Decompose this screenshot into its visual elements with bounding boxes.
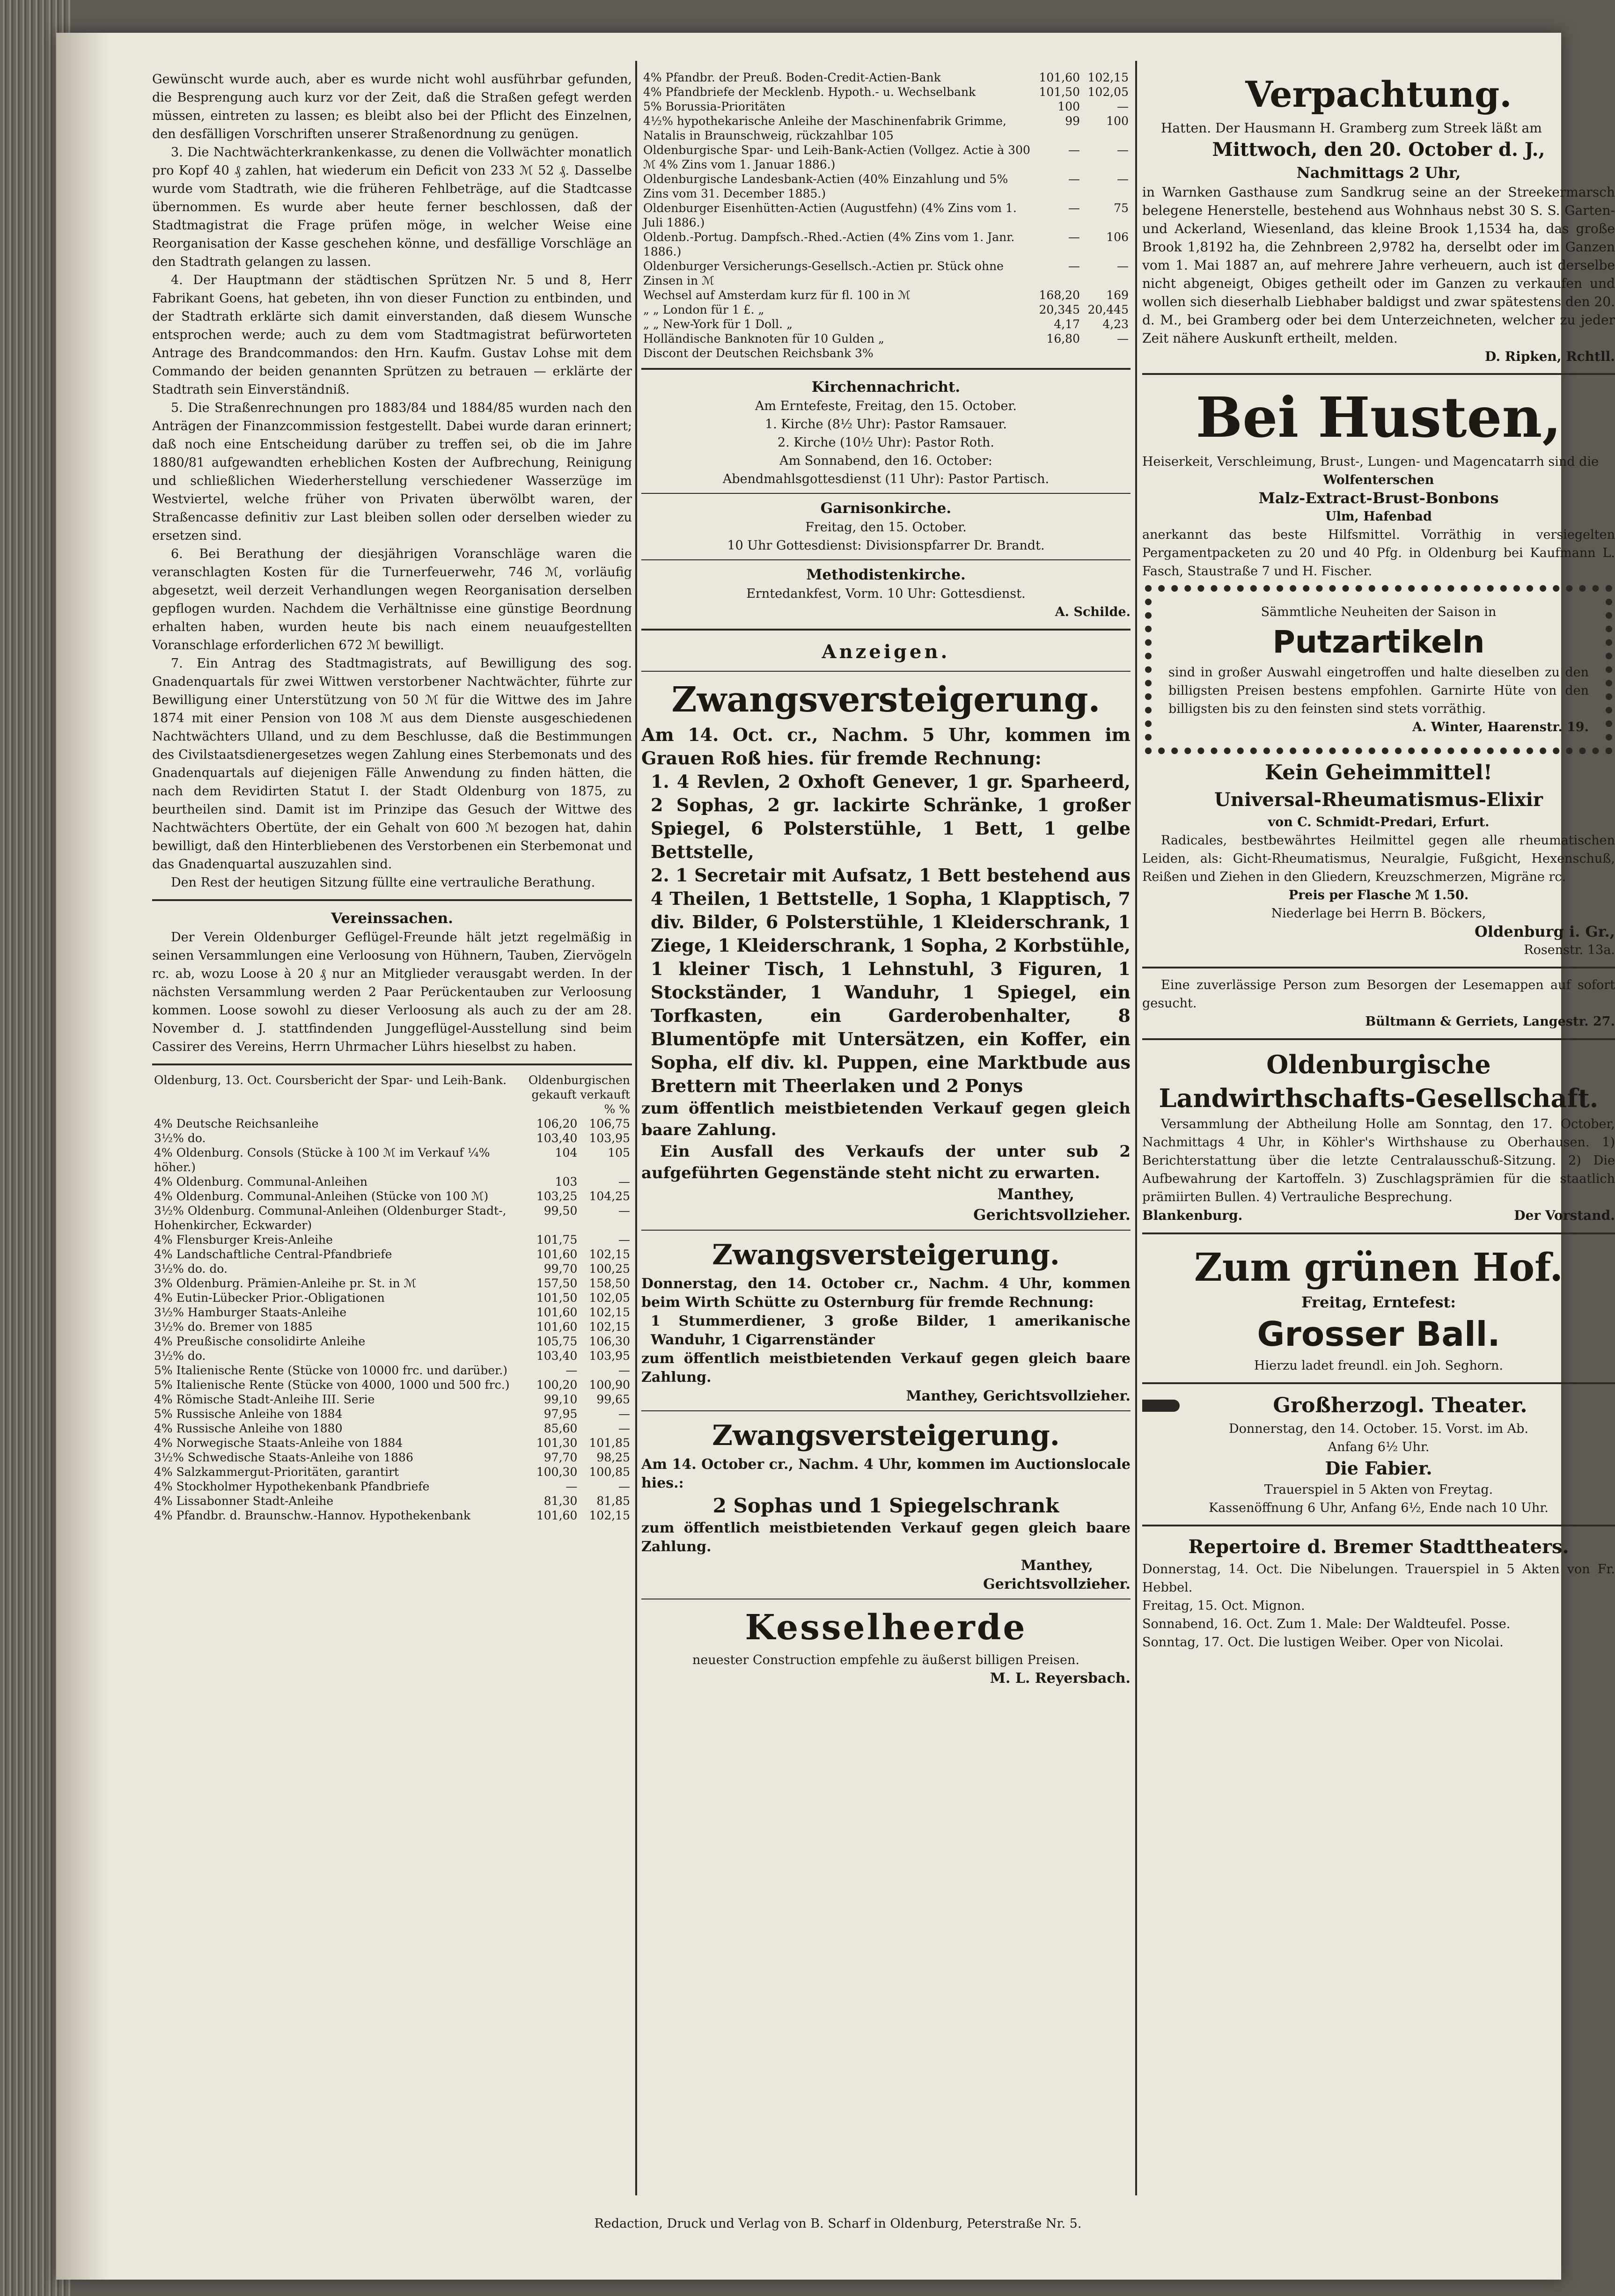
cours-bought: 101,30	[536, 1436, 578, 1450]
cours-row	[152, 1407, 632, 1421]
cours-row	[641, 346, 1130, 360]
verein-text: Der Verein Oldenburger Geflügel-Freunde hält jetzt regelmäßig in seinen Versammlungen eine Verloosung von Hühnern, Tauben, Ziervögeln rc. ab, wozu Loose à 20 ₰ nur an Mitglieder verausgabt werden. In der nächsten Versammlung werden 2 Paar Perückentauben zur Verloosung kommen. Loose sowohl zu dieser Verloosung als auch zu der am 28. November d. J. stattfindenden Junggeflügel-Ausstellung sind beim Cassirer des Vereins, Herrn Uhrmacher Lührs hieselbst zu haben.	[152, 930, 632, 1054]
cours-sold: 105	[608, 1146, 630, 1159]
cours-bought: 97,70	[543, 1451, 578, 1464]
cours-header-pct: % %	[604, 1102, 630, 1116]
cours-name: Wechsel auf Amsterdam kurz für fl. 100 in ℳ	[643, 288, 910, 302]
cours-bought: 20,345	[1039, 303, 1080, 316]
landw-title: Oldenburgische Landwirthschafts-Gesellschaft.	[1159, 1049, 1599, 1113]
landw-text: Versammlung der Abtheilung Holle am Sonntag, den 17. October, Nachmittags 4 Uhr, in Köhler's Wirthshause zu Oberhausen. 1) Berichterstattung über die letzte Centralausschuß-Sitzung. 2) Die Aufbewahrung der Kartoffeln. 3) Zuschlagsprämien für die staatlich prämiirten Bullen. 4) Vertrauliche Besprechung.	[1142, 1117, 1615, 1204]
cours-bought: 101,60	[536, 1306, 578, 1319]
anzeigen-heading: Anzeigen.	[822, 641, 950, 663]
cours-bought: 100,20	[536, 1378, 578, 1392]
cours-sold: 81,85	[596, 1494, 630, 1508]
cours-sold: —	[1117, 143, 1129, 157]
cours-sold: —	[618, 1480, 630, 1493]
cours-bought: 100	[1057, 100, 1080, 113]
cours-name: 5% Russische Anleihe von 1884	[154, 1407, 343, 1421]
verp-time: Nachmittags 2 Uhr,	[1296, 164, 1461, 182]
hof-title: Zum grünen Hof.	[1194, 1245, 1563, 1290]
cours-sold: 102,15	[1087, 71, 1129, 84]
council-paragraph-3: 3. Die Nachtwächterkrankenkasse, zu denen die Vollwächter monatlich pro Kopf 40 ₰ zahlen, hat wiederum ein Deficit von 233 ℳ 52 ₰. Dasselbe wurde vom Stadtrath, wie die früheren Fehlbeträge, auf die Stadtcasse übernommen. Es wurde aber heute ferner beschlossen, daß der Stadtmagistrat die Frage prüfen möge, in welcher Weise eine Reorganisation der Kasse geschehen könne, und desfällige Vorschläge an den Stadtrath gelangen zu lassen.	[152, 145, 632, 269]
cours-bought: 105,75	[536, 1335, 578, 1348]
cours-table-1	[152, 1073, 632, 1523]
cours-sold: 106,30	[589, 1335, 630, 1348]
section-divider	[641, 671, 1130, 672]
cours-name: 3½% do. Bremer von 1885	[154, 1320, 313, 1334]
cours-bought: —	[1068, 201, 1080, 215]
council-paragraph-4: 4. Der Hauptmann der städtischen Sprützen Nr. 5 und 8, Herr Fabrikant Goens, hat gebeten, ihn von dieser Function zu entbinden, und der Stadtrath erklärte sich damit einverstanden, daß diesem Wunsche entsprochen werde; auch zu dem vom Stadtmagistrat befürworteten Antrage des Brandcommandos: den Hrn. Kaufm. Gustav Lohse mit dem Commando der beiden genannten Sprützen zu betrauen — erklärte der Stadtrath sein Einverständniß.	[152, 273, 632, 397]
column-3	[1142, 70, 1615, 1651]
cours-sold: —	[1117, 259, 1129, 273]
verp-title: Verpachtung.	[1245, 73, 1512, 115]
cours-sold: —	[1117, 332, 1129, 345]
cours-row	[152, 1508, 632, 1523]
cours-sold: 75	[1114, 201, 1129, 215]
kein-text: Radicales, bestbewährtes Heilmittel gegen alle rheumatischen Leiden, als: Gicht-Rheumatismus, Neuralgie, Fußgicht, Hexenschuß, Reißen und Ziehen in den Gliedern, Kreuzschmerzen, Migräne rc.	[1142, 833, 1615, 884]
kessel-text: neuester Construction empfehle zu äußerst billigen Preisen.	[692, 1653, 1079, 1667]
cours-row	[152, 1145, 632, 1174]
cours-bought: 168,20	[1039, 288, 1080, 302]
zv3-end: zum öffentlich meistbietenden Verkauf gegen gleich baare Zahlung.	[641, 1520, 1130, 1555]
cours-name: 4% Pfandbriefe der Mecklenb. Hypoth.- u. Wechselbank	[643, 85, 976, 99]
section-divider	[641, 1230, 1130, 1231]
cours-name: 5% Borussia-Prioritäten	[643, 100, 785, 113]
cours-row	[152, 1320, 632, 1334]
zv2-items: 1 Stummerdiener, 3 große Bilder, 1 amerikanische Wanduhr, 1 Cigarrenständer	[651, 1313, 1130, 1348]
cours-row	[152, 1436, 632, 1450]
method-signature: A. Schilde.	[1055, 605, 1130, 619]
cours-row	[152, 1465, 632, 1479]
zv1-signature-name: Manthey,	[997, 1185, 1074, 1203]
cours-row	[641, 317, 1130, 331]
zv1-item-1: 1. 4 Revlen, 2 Oxhoft Genever, 1 gr. Sparheerd, 2 Sophas, 2 gr. lackirte Schränke, 1 großer Spiegel, 6 Polsterstühle, 1 Bett, 1 gelbe Bettstelle,	[651, 771, 1130, 862]
kein-price: Preis per Flasche ℳ 1.50.	[1288, 888, 1469, 902]
cours-sold: —	[618, 1204, 630, 1218]
zv1-item-2: 2. 1 Secretair mit Aufsatz, 1 Bett bestehend aus 4 Theilen, 1 Bettstelle, 1 Sopha, 1 Klapptisch, 7 div. Bilder, 6 Polsterstühle, 1 Kleiderschrank, 1 Ziege, 1 Kleiderschrank, 1 Sopha, 2 Korbstühle, 1 kleiner Tisch, 1 Lehnstuhl, 3 Figuren, 1 Stockständer, 1 Wanduhr, 1 Spiegel, ein Torfkasten, ein Garderobenhalter, 8 Blumentöpfe mit Untersätzen, ein Koffer, ein Sopha, elf div. kl. Puppen, eine Marktbude aus Brettern mit Theerlaken und 2 Ponys	[651, 865, 1130, 1096]
section-divider	[1142, 373, 1615, 375]
section-divider	[1142, 1525, 1615, 1526]
zv3-signature-name: Manthey,	[1020, 1557, 1093, 1574]
pointing-hand-icon	[1142, 1400, 1180, 1412]
bremen-line: Donnerstag, 14. Oct. Die Nibelungen. Trauerspiel in 5 Akten von Fr. Hebbel.	[1142, 1562, 1615, 1595]
garnison-heading: Garnisonkirche.	[820, 500, 952, 517]
cours-name: 4% Russische Anleihe von 1880	[154, 1422, 343, 1435]
cours-bought: 101,60	[1039, 71, 1080, 84]
cours-name: 4% Deutsche Reichsanleihe	[154, 1117, 319, 1130]
putz-ad-frame	[1145, 585, 1612, 754]
section-divider	[152, 899, 632, 901]
section-divider	[1142, 1038, 1615, 1040]
cours-name: 4% Eutin-Lübecker Prior.-Obligationen	[154, 1291, 385, 1305]
zv3-title: Zwangsversteigerung.	[712, 1419, 1060, 1452]
cours-row	[641, 114, 1130, 143]
section-divider	[152, 1064, 632, 1065]
cours-name: 4% Römische Stadt-Anleihe III. Serie	[154, 1393, 375, 1406]
cours-name: 4% Pfandbr. der Preuß. Boden-Credit-Actien-Bank	[643, 71, 941, 84]
cours-bought: 101,60	[536, 1509, 578, 1522]
verp-signature: D. Ripken, Rchtll.	[1485, 349, 1615, 364]
imprint-footer: Redaction, Druck und Verlag von B. Scharf in Oldenburg, Peterstraße Nr. 5.	[594, 2216, 1082, 2231]
cours-name: Oldenburger Versicherungs-Gesellsch.-Actien pr. Stück ohne Zinsen in ℳ	[643, 259, 1004, 287]
cours-bought: 100,30	[536, 1465, 578, 1479]
section-divider	[1142, 967, 1615, 968]
cours-row	[641, 288, 1130, 302]
cours-sold: 104,25	[589, 1189, 630, 1203]
council-paragraph-7: 7. Ein Antrag des Stadtmagistrats, auf Bewilligung des sog. Gnadenquartals für zwei Wittwen verstorbener Nachtwächter, führte zur Bewilligung einer Unterstützung von 50 ℳ für die Wittwe des im Jahre 1874 mit einer Pension von 108 ℳ aus dem Dienste ausgeschiedenen Nachtwächters Ulland, und zu dem Beschlusse, daß die Bestimmungen des Civilstaatsdienergesetzes wegen Zahlung eines Sterbemonats und des Gnadenquartals auf diejenigen Fälle Anwendung zu finden hätten, die nach dem Revidirten Statut I. der Stadt Oldenburg von 1875, zu beurtheilen sind. Damit ist im Prinzipe das Gesuch der Wittwe des Nachtwächters Obertüte, der ein Gehalt von 600 ℳ bezogen hat, dahin bewilligt, daß den Hinterbliebenen des Verstorbenen ein Sterbemonat und das Gnadenquartal auszuzahlen sind.	[152, 656, 632, 872]
cours-bought: —	[1068, 172, 1080, 186]
husten-brand-2: Malz-Extract-Brust-Bonbons	[1258, 489, 1499, 507]
putz-line-1: Sämmtliche Neuheiten der Saison in	[1261, 605, 1497, 619]
cours-sold: —	[1117, 100, 1129, 113]
cours-sold: —	[618, 1407, 630, 1421]
verp-text-1: Hatten. Der Hausmann H. Gramberg zum Streek läßt am	[1161, 120, 1542, 136]
theater-title: Großherzogl. Theater.	[1273, 1394, 1527, 1417]
cours-name: 4% Oldenburg. Communal-Anleihen (Stücke von 100 ℳ)	[154, 1189, 489, 1203]
cours-name: Oldenburgische Landesbank-Actien (40% Einzahlung und 5% Zins vom 31. December 1885.)	[643, 172, 1008, 200]
cours-sold: 103,95	[589, 1131, 630, 1145]
cours-row	[152, 1363, 632, 1378]
cours-name: Discont der Deutschen Reichsbank 3%	[643, 346, 874, 360]
cours-row	[152, 1378, 632, 1392]
cours-row	[152, 1276, 632, 1291]
cours-sold: 102,15	[589, 1306, 630, 1319]
cours-sold: 106,75	[589, 1117, 630, 1130]
cours-row	[152, 1232, 632, 1247]
kein-by: von C. Schmidt-Predari, Erfurt.	[1268, 815, 1490, 829]
cours-bought: 104	[555, 1146, 578, 1159]
kessel-signature: M. L. Reyersbach.	[990, 1670, 1130, 1687]
zv1-title: Zwangsversteigerung.	[671, 680, 1101, 720]
cours-row	[641, 331, 1130, 346]
method-line: Erntedankfest, Vorm. 10 Uhr: Gottesdienst.	[746, 587, 1026, 601]
garnison-line: Freitag, den 15. October.	[805, 520, 967, 535]
cours-bought: 103,25	[536, 1189, 578, 1203]
cours-sold	[1082, 346, 1130, 360]
cours-row	[641, 99, 1130, 114]
cours-bought: 103	[555, 1175, 578, 1188]
council-paragraph-1: Gewünscht wurde auch, aber es wurde nicht wohl ausführbar gefunden, die Besprengung auch kurz vor der Zeit, daß die Straßen gefegt werden müssen, eintreten zu lassen; es bleibt also bei der Pflicht des Einzelnen, den desfälligen Vorschriften unserer Straßenordnung zu genügen.	[152, 72, 632, 141]
zv2-title: Zwangsversteigerung.	[712, 1239, 1060, 1271]
cours-bought: 16,80	[1046, 332, 1080, 345]
cours-sold: 102,15	[589, 1320, 630, 1334]
cours-name: Holländische Banknoten für 10 Gulden „	[643, 332, 884, 345]
zv3-items: 2 Sophas und 1 Spiegelschrank	[712, 1494, 1059, 1517]
cours-bought: 99	[1065, 114, 1080, 128]
husten-brand-1: Wolfenterschen	[1323, 473, 1434, 487]
zv1-text: Am 14. Oct. cr., Nachm. 5 Uhr, kommen im Grauen Roß hies. für fremde Rechnung:	[641, 724, 1130, 769]
zv2-text: Donnerstag, den 14. October cr., Nachm. 4 Uhr, kommen beim Wirth Schütte zu Osternburg für fremde Rechnung:	[641, 1276, 1130, 1311]
cours-bought: 101,60	[536, 1320, 578, 1334]
zv3-text: Am 14. October cr., Nachm. 4 Uhr, kommen im Auctionslocale hies.:	[641, 1456, 1130, 1491]
column-rule-1	[635, 61, 637, 2195]
zv3-signature-title: Gerichtsvollzieher.	[983, 1576, 1130, 1592]
verein-heading: Vereinssachen.	[331, 910, 453, 927]
cours-row	[152, 1334, 632, 1349]
cours-bought: 99,50	[543, 1204, 578, 1218]
cours-sold: 101,85	[589, 1436, 630, 1450]
hof-day: Freitag, Erntefest:	[1301, 1293, 1456, 1311]
page-gutter	[56, 33, 108, 2280]
cours-bought: 101,75	[536, 1233, 578, 1247]
cours-table-2	[641, 70, 1130, 360]
cours-bought: 103,40	[536, 1349, 578, 1363]
cours-bought: 85,60	[543, 1422, 578, 1435]
cours-bought: —	[1068, 230, 1080, 244]
cours-sold: 103,95	[589, 1349, 630, 1363]
column-1	[152, 70, 632, 1523]
cours-bought: 101,50	[536, 1291, 578, 1305]
cours-bought: 97,95	[543, 1407, 578, 1421]
cours-header-right: Oldenburgischen gekauft verkauft	[528, 1073, 630, 1101]
zv1-signature-title: Gerichtsvollzieher.	[973, 1206, 1130, 1224]
cours-header-left: Oldenburg, 13. Oct. Coursbericht der Spar- und Leih-Bank.	[154, 1073, 507, 1087]
newspaper-page	[56, 33, 1615, 2280]
cours-name: 4% Lissabonner Stadt-Anleihe	[154, 1494, 334, 1508]
kein-depot-3: Rosenstr. 13a.	[1524, 943, 1615, 957]
cours-name: 4% Oldenburg. Consols (Stücke à 100 ℳ im Verkauf ¼% höher.)	[154, 1146, 490, 1174]
cours-row	[152, 1262, 632, 1276]
cours-bought: 103,40	[536, 1131, 578, 1145]
kein-depot-1: Niederlage bei Herrn B. Böckers,	[1271, 906, 1486, 921]
cours-name: 3½% Schwedische Staats-Anleihe von 1886	[154, 1451, 413, 1464]
hof-ball: Grosser Ball.	[1257, 1314, 1500, 1354]
theater-line: Trauerspiel in 5 Akten von Freytag.	[1264, 1482, 1493, 1497]
cours-sold: —	[618, 1233, 630, 1247]
cours-row	[641, 259, 1130, 288]
kein-depot-2: Oldenburg i. Gr.,	[1474, 923, 1615, 940]
cours-name: 4% Flensburger Kreis-Anleihe	[154, 1233, 333, 1247]
verp-date: Mittwoch, den 20. October d. J.,	[1212, 139, 1545, 161]
cours-name: 4% Salzkammergut-Prioritäten, garantirt	[154, 1465, 399, 1479]
person-signature: Bültmann & Gerriets, Langestr. 27.	[1365, 1014, 1615, 1029]
hof-invite: Hierzu ladet freundl. ein Joh. Seghorn.	[1254, 1358, 1503, 1373]
section-divider	[641, 629, 1130, 631]
cours-bought: —	[1068, 259, 1080, 273]
cours-row	[641, 201, 1130, 230]
cours-bought: 99,70	[543, 1262, 578, 1276]
putz-text: sind in großer Auswahl eingetroffen und halte dieselben zu den billigsten Preisen bestens empfohlen. Garnirte Hüte von den billigsten bis zu den feinsten sind stets vorräthig.	[1168, 665, 1589, 716]
bremen-title: Repertoire d. Bremer Stadttheaters.	[1188, 1536, 1569, 1558]
cours-sold: 106	[1106, 230, 1129, 244]
cours-name: 3½% do.	[154, 1349, 206, 1363]
kein-subtitle: Universal-Rheumatismus-Elixir	[1214, 789, 1543, 811]
cours-name: 4% Preußische consolidirte Anleihe	[154, 1335, 366, 1348]
bremen-line: Sonntag, 17. Oct. Die lustigen Weiber. Oper von Nicolai.	[1142, 1635, 1504, 1650]
kirche-line: 1. Kirche (8½ Uhr): Pastor Ramsauer.	[765, 417, 1007, 432]
garnison-line: 10 Uhr Gottesdienst: Divisionspfarrer Dr. Brandt.	[727, 538, 1045, 553]
theater-line: Donnerstag, den 14. October. 15. Vorst. im Ab.	[1228, 1422, 1529, 1436]
cours-row	[152, 1349, 632, 1363]
cours-bought: —	[1068, 143, 1080, 157]
cours-sold: 102,05	[1087, 85, 1129, 99]
cours-row	[641, 85, 1130, 99]
cours-name: 3% Oldenburg. Prämien-Anleihe pr. St. in ℳ	[154, 1276, 417, 1290]
zv2-signature: Manthey, Gerichtsvollzieher.	[906, 1388, 1130, 1404]
cours-sold: 102,05	[589, 1291, 630, 1305]
section-divider	[1142, 1382, 1615, 1384]
cours-name: „ „ London für 1 £. „	[643, 303, 764, 316]
cours-sold: 98,25	[596, 1451, 630, 1464]
cours-name: Oldenburger Eisenhütten-Actien (Augustfehn) (4% Zins vom 1. Juli 1886.)	[643, 201, 1017, 229]
landw-place: Blankenburg.	[1142, 1208, 1243, 1223]
cours-row	[152, 1247, 632, 1262]
kessel-title: Kesselheerde	[745, 1607, 1027, 1648]
cours-row	[641, 172, 1130, 201]
cours-bought: 157,50	[536, 1276, 578, 1290]
cours-name: Oldenb.-Portug. Dampfsch.-Rhed.-Actien (4% Zins vom 1. Janr. 1886.)	[643, 230, 1015, 258]
putz-title: Putzartikeln	[1272, 624, 1485, 660]
cours-row	[152, 1305, 632, 1320]
cours-sold: —	[1117, 172, 1129, 186]
cours-sold: 4,23	[1102, 317, 1129, 331]
column-2	[641, 70, 1130, 1687]
cours-bought: 99,10	[543, 1393, 578, 1406]
cours-row	[152, 1291, 632, 1305]
theater-line: Kassenöffnung 6 Uhr, Anfang 6½, Ende nach 10 Uhr.	[1209, 1501, 1549, 1515]
kirche-heading: Kirchennachricht.	[811, 379, 961, 396]
zv1-end: zum öffentlich meistbietenden Verkauf gegen gleich baare Zahlung.	[641, 1099, 1130, 1139]
cours-row	[152, 1479, 632, 1494]
section-divider	[641, 1410, 1130, 1411]
theater-heading-row	[1142, 1392, 1615, 1420]
cours-row	[152, 1392, 632, 1407]
cours-row	[152, 1116, 632, 1131]
cours-bought: 101,50	[1039, 85, 1080, 99]
zv2-end: zum öffentlich meistbietenden Verkauf gegen gleich baare Zahlung.	[641, 1350, 1130, 1386]
cours-bought: —	[565, 1364, 578, 1377]
cours-sold: 100	[1106, 114, 1129, 128]
cours-sold: 102,15	[589, 1247, 630, 1261]
cours-bought: 106,20	[536, 1117, 578, 1130]
cours-row	[152, 1421, 632, 1436]
section-divider	[641, 368, 1130, 370]
cours-row	[152, 1203, 632, 1232]
cours-name: 3½% do.	[154, 1131, 206, 1145]
cours-bought: 81,30	[543, 1494, 578, 1508]
section-divider	[1142, 1232, 1615, 1234]
theater-line: Anfang 6½ Uhr.	[1328, 1440, 1430, 1454]
person-text: Eine zuverlässige Person zum Besorgen der Lesemappen auf sofort gesucht.	[1142, 978, 1615, 1011]
cours-name: 3½% Hamburger Staats-Anleihe	[154, 1306, 347, 1319]
cours-row	[152, 1131, 632, 1145]
zv1-note: Ein Ausfall des Verkaufs der unter sub 2 aufgeführten Gegenstände steht nicht zu erwarten.	[641, 1142, 1130, 1182]
kein-title: Kein Geheimmittel!	[1264, 761, 1493, 785]
kirche-line: Am Erntefeste, Freitag, den 15. October.	[755, 399, 1017, 413]
cours-row	[641, 302, 1130, 317]
council-paragraph-6: 6. Bei Berathung der diesjährigen Voranschläge waren die veranschlagten Kosten für die Turnerfeuerwehr, 746 ℳ, vorläufig abgesetzt, weil derzeit Verhandlungen wegen Reorganisation derselben gepflogen wurden. Nachdem die Verhältnisse eine günstige Beordnung erhalten haben, wurden heute bis nach einem neuaufgestellten Voranschlage erforderlichen 672 ℳ bewilligt.	[152, 547, 632, 653]
cours-name: 4% Stockholmer Hypothekenbank Pfandbriefe	[154, 1480, 430, 1493]
cours-name: 4% Oldenburg. Communal-Anleihen	[154, 1175, 368, 1188]
cours-row	[641, 143, 1130, 172]
putz-signature: A. Winter, Haarenstr. 19.	[1412, 720, 1589, 734]
cours-sold: 169	[1106, 288, 1129, 302]
cours-sold: —	[618, 1422, 630, 1435]
cours-name: 5% Italienische Rente (Stücke von 4000, 1000 und 500 frc.)	[154, 1378, 510, 1392]
cours-sold: 20,445	[1087, 303, 1129, 316]
cours-row	[152, 1494, 632, 1508]
kirche-line: 2. Kirche (10½ Uhr): Pastor Roth.	[778, 435, 994, 450]
husten-title: Bei Husten,	[1196, 385, 1562, 450]
kirche-line: Abendmahlsgottesdienst (11 Uhr): Pastor Partisch.	[722, 472, 1050, 486]
cours-bought	[1033, 346, 1082, 360]
kirche-line: Am Sonnabend, den 16. October:	[779, 454, 992, 468]
cours-bought: 4,17	[1054, 317, 1080, 331]
cours-row	[641, 230, 1130, 259]
landw-signature: Der Vorstand.	[1514, 1208, 1615, 1223]
cours-name: 3½% Oldenburg. Communal-Anleihen (Oldenburger Stadt-, Hohenkircher, Eckwarder)	[154, 1204, 507, 1232]
cours-name: Oldenburgische Spar- und Leih-Bank-Actien (Vollgez. Actie à 300 ℳ 4% Zins vom 1. Januar 1886.)	[643, 143, 1030, 171]
method-heading: Methodistenkirche.	[806, 566, 966, 583]
landw-footer	[1142, 1206, 1615, 1225]
verp-text-2: in Warnken Gasthause zum Sandkrug seine an der Streekermarsch belegene Henerstelle, bestehend aus Wohnhaus nebst 30 S. S. Garten- und Ackerland, Wiesenland, das kleine Brook 1,1534 ha, das große Brook 1,8192 ha, die Zehnbreen 2,9782 ha, derselbt oder im Ganzen vom 1. Mai 1887 an, auf mehrere Jahre verheuern, auch ist derselbe nicht abgeneigt, Obiges getheilt oder im Ganzen zu verkaufen und wollen sich dieserhalb Liebhaber baldigst und zwar spätestens den 20. d. M., bei Gramberg oder bei dem Unterzeichneten, welcher zu jeder Zeit nähere Auskunft ertheilt, melden.	[1142, 184, 1615, 346]
cours-row	[152, 1174, 632, 1189]
cours-sold: —	[618, 1175, 630, 1188]
theater-play: Die Fabier.	[1325, 1458, 1432, 1479]
cours-sold: 158,50	[589, 1276, 630, 1290]
council-paragraph-5: 5. Die Straßenrechnungen pro 1883/84 und 1884/85 wurden nach den Anträgen der Finanzcommission festgestellt. Dabei wurde daran erinnert; daß noch eine Entscheidung darüber zu treffen sei, ob die im Jahre 1880/81 aufgewandten erheblichen Kosten der Aufbrechung, Reinigung und schließlichen Wiederherstellung verschiedener Wasserzüge im Westviertel, welche früher von Privaten überwölbt waren, der Straßencasse definitiv zur Last bleiben sollen oder derselben wieder zu ersetzen sind.	[152, 401, 632, 543]
cours-name: 4½% hypothekarische Anleihe der Maschinenfabrik Grimme, Natalis in Braunschweig, rückzahlbar 105	[643, 114, 1006, 142]
cours-name: 3½% do. do.	[154, 1262, 228, 1276]
cours-sold: 100,85	[589, 1465, 630, 1479]
cours-bought: 101,60	[536, 1247, 578, 1261]
cours-name: 4% Norwegische Staats-Anleihe von 1884	[154, 1436, 403, 1450]
cours-name: „ „ New-York für 1 Doll. „	[643, 317, 793, 331]
cours-name: 5% Italienische Rente (Stücke von 10000 frc. und darüber.)	[154, 1364, 508, 1377]
section-divider	[641, 559, 1130, 560]
column-rule-2	[1135, 61, 1137, 2195]
bremen-line: Freitag, 15. Oct. Mignon.	[1142, 1599, 1305, 1613]
cours-sold: 100,25	[589, 1262, 630, 1276]
cours-name: 4% Landschaftliche Central-Pfandbriefe	[154, 1247, 392, 1261]
husten-text-1: Heiserkeit, Verschleimung, Brust-, Lungen- und Magencatarrh sind die	[1142, 455, 1599, 469]
cours-row	[641, 70, 1130, 85]
cours-sold: 99,65	[596, 1393, 630, 1406]
husten-brand-3: Ulm, Hafenbad	[1325, 509, 1432, 524]
section-divider	[641, 493, 1130, 494]
cours-sold: 100,90	[589, 1378, 630, 1392]
cours-sold: —	[618, 1364, 630, 1377]
cours-row	[152, 1189, 632, 1203]
cours-bought: —	[565, 1480, 578, 1493]
cours-row	[152, 1450, 632, 1465]
bremen-line: Sonnabend, 16. Oct. Zum 1. Male: Der Waldteufel. Posse.	[1142, 1617, 1511, 1631]
husten-text-2: anerkannt das beste Hilfsmittel. Vorräthig in versiegelten Pergamentpacketen zu 20 und 40 Pfg. in Oldenburg bei Kaufmann L. Fasch, Staustraße 7 und H. Fischer.	[1142, 528, 1615, 579]
cours-name: 4% Pfandbr. d. Braunschw.-Hannov. Hypothekenbank	[154, 1509, 471, 1522]
cours-sold: 102,15	[589, 1509, 630, 1522]
council-paragraph-8: Den Rest der heutigen Sitzung füllte eine vertrauliche Berathung.	[171, 875, 595, 890]
